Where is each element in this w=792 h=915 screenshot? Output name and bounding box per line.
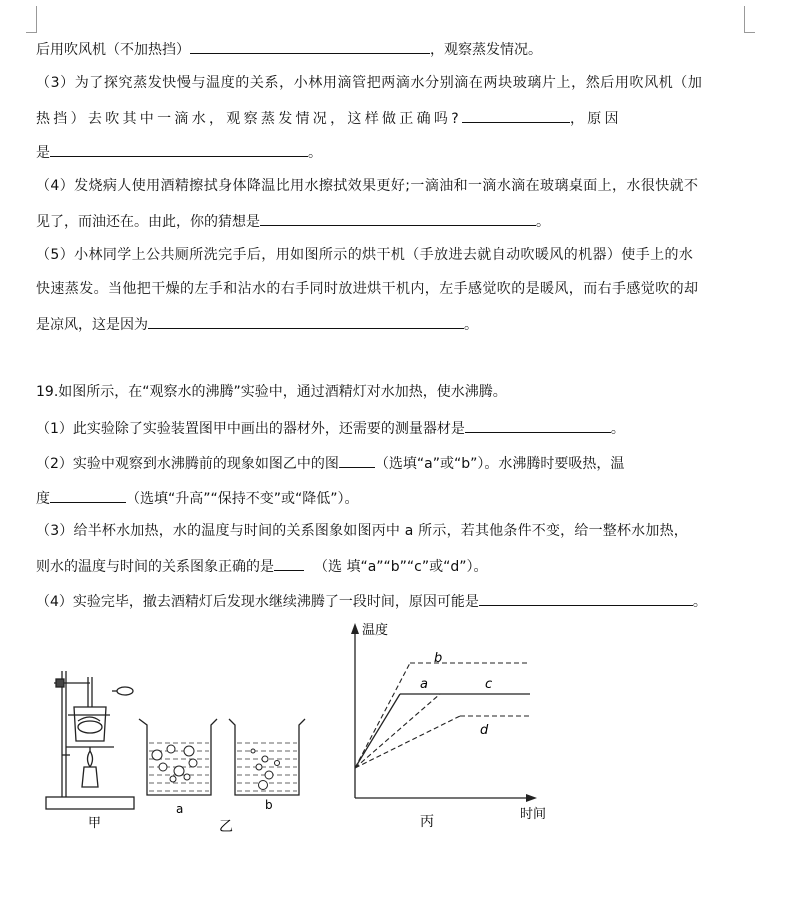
beaker-a-label: a: [176, 802, 184, 816]
question-title: [36, 382, 507, 402]
figure-bing-label: 丙: [420, 814, 434, 830]
figure-yi-beakers: [135, 715, 315, 835]
text-line: [36, 417, 625, 439]
text-line: [36, 452, 624, 474]
y-axis-label: 温度: [362, 623, 389, 638]
text: （2）实验中观察到水沸腾前的现象如图乙中的图: [36, 456, 339, 472]
text: ，原因: [569, 111, 622, 127]
text: 是凉风，这是因为: [36, 317, 148, 333]
page-corner-mark: [26, 6, 37, 33]
x-axis-label: 时间: [520, 807, 547, 822]
text-line: [36, 210, 550, 232]
text-line: [36, 521, 688, 541]
answer-blank[interactable]: [274, 555, 304, 571]
answer-blank[interactable]: [260, 210, 536, 226]
x-axis-arrow: [526, 794, 537, 802]
text: （4）发烧病人使用酒精擦拭身体降温比用水擦拭效果更好;一滴油和一滴水滴在玻璃桌面上，水很快就不: [36, 178, 699, 194]
beaker-b-label: b: [265, 798, 273, 812]
text: 。: [536, 214, 550, 230]
text-line: [36, 245, 693, 265]
curve-c: [355, 694, 440, 768]
text: 是: [36, 145, 50, 161]
curve-a-label: a: [420, 677, 428, 692]
text-line: [36, 313, 478, 335]
text: （选填“升高”“保持不变”或“降低”）。: [126, 491, 359, 507]
text: 见了，而油还在。由此，你的猜想是: [36, 214, 260, 230]
text: 快速蒸发。当他把干燥的左手和沾水的右手同时放进烘干机内，左手感觉吹的是暖风，而右手感觉吹的却: [36, 281, 699, 297]
text-line: [36, 141, 322, 163]
text: 热挡）去吹其中一滴水，观察蒸发情况，这样做正确吗?: [36, 111, 462, 127]
text-line: [36, 279, 698, 299]
text-line: [36, 73, 703, 93]
figure-jia-apparatus: [40, 655, 140, 835]
answer-blank[interactable]: [148, 313, 464, 329]
text-line: [36, 555, 488, 577]
text-line: [36, 487, 359, 509]
figure-bing-graph: [330, 618, 560, 833]
text: 。: [464, 317, 478, 333]
text-line: [36, 590, 707, 612]
curve-d-label: d: [480, 723, 489, 738]
answer-blank[interactable]: [50, 141, 308, 157]
answer-blank[interactable]: [50, 487, 126, 503]
text: （选填“a”或“b”）。水沸腾时要吸热，温: [374, 456, 625, 472]
text: 。: [610, 421, 625, 437]
answer-blank[interactable]: [462, 107, 570, 123]
text-line: [36, 38, 542, 60]
answer-blank[interactable]: [339, 452, 375, 468]
text: 则水的温度与时间的关系图象正确的是: [36, 559, 274, 575]
text: （选 填“a”“b”“c”或“d”）。: [314, 559, 488, 575]
text: （3）为了探究蒸发快慢与温度的关系，小林用滴管把两滴水分别滴在两块玻璃片上，然后用吹风机（加: [36, 75, 703, 91]
text: 。: [308, 145, 322, 161]
figure-jia-label: 甲: [88, 816, 102, 831]
page-corner-mark: [744, 6, 755, 33]
curve-c-label: c: [485, 677, 493, 692]
answer-blank[interactable]: [465, 417, 611, 433]
curve-b-label: b: [434, 651, 443, 666]
text: （4）实验完毕，撤去酒精灯后发现水继续沸腾了一段时间，原因可能是: [36, 594, 479, 610]
text-line: [36, 176, 698, 196]
text: 。: [692, 594, 707, 610]
text: 后用吹风机（不加热挡）: [36, 42, 190, 58]
text: ，观察蒸发情况。: [430, 42, 542, 58]
figure-yi-label: 乙: [219, 819, 233, 835]
curve-b: [355, 663, 410, 768]
text-line: [36, 107, 622, 129]
text: 度: [36, 491, 50, 507]
text: 19.如图所示，在“观察水的沸腾”实验中，通过酒精灯对水加热，使水沸腾。: [36, 384, 507, 400]
y-axis-arrow: [351, 623, 359, 634]
text: （5）小林同学上公共厕所洗完手后，用如图所示的烘干机（手放进去就自动吹暖风的机器）使手上的水: [36, 247, 694, 263]
text: （3）给半杯水加热，水的温度与时间的关系图象如图丙中 a 所示，若其他条件不变，给一整杯水加热，: [36, 523, 688, 539]
text: （1）此实验除了实验装置图甲中画出的器材外，还需要的测量器材是: [36, 421, 465, 437]
answer-blank[interactable]: [190, 38, 430, 54]
answer-blank[interactable]: [479, 590, 693, 606]
